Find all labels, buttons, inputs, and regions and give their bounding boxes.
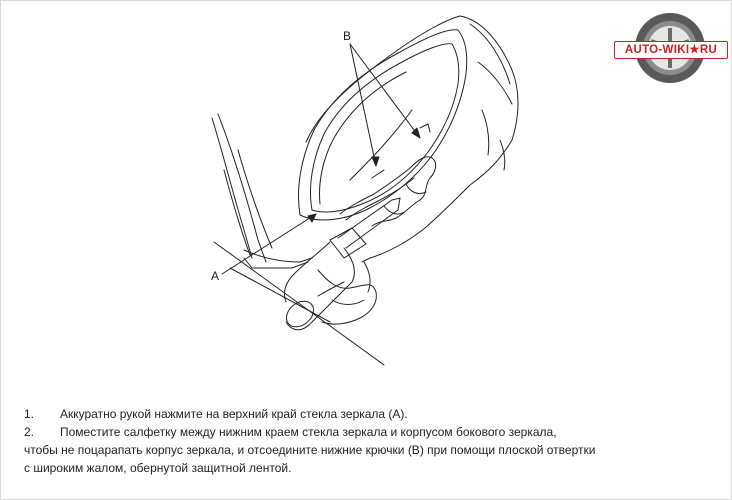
mirror-glass <box>299 30 467 220</box>
callout-a: A <box>211 269 220 283</box>
step-number: 1. <box>24 407 35 421</box>
instructions <box>24 405 714 477</box>
callout-b: B <box>343 29 352 43</box>
callout-leaders <box>222 44 420 274</box>
step-2-continuation: с широким жалом, обернутой защитной лентой. <box>24 461 292 475</box>
step-text: Аккуратно рукой нажмите на верхний край стекла зеркала (A). <box>60 407 408 421</box>
protective-cloth <box>340 157 436 226</box>
step-text: Поместите салфетку между нижним краем стекла зеркала и корпусом бокового зеркала, <box>60 425 557 439</box>
step-2 <box>24 423 714 441</box>
step-number: 2. <box>24 425 35 439</box>
auto-wiki-logo <box>612 8 728 86</box>
logo-text: AUTO-WIKI★RU <box>614 41 728 59</box>
step-1 <box>24 405 714 423</box>
hand <box>318 270 376 324</box>
step-2-continuation: чтобы не поцарапать корпус зеркала, и отсоедините нижние крючки (B) при помощи плоской отвертки <box>24 443 596 457</box>
